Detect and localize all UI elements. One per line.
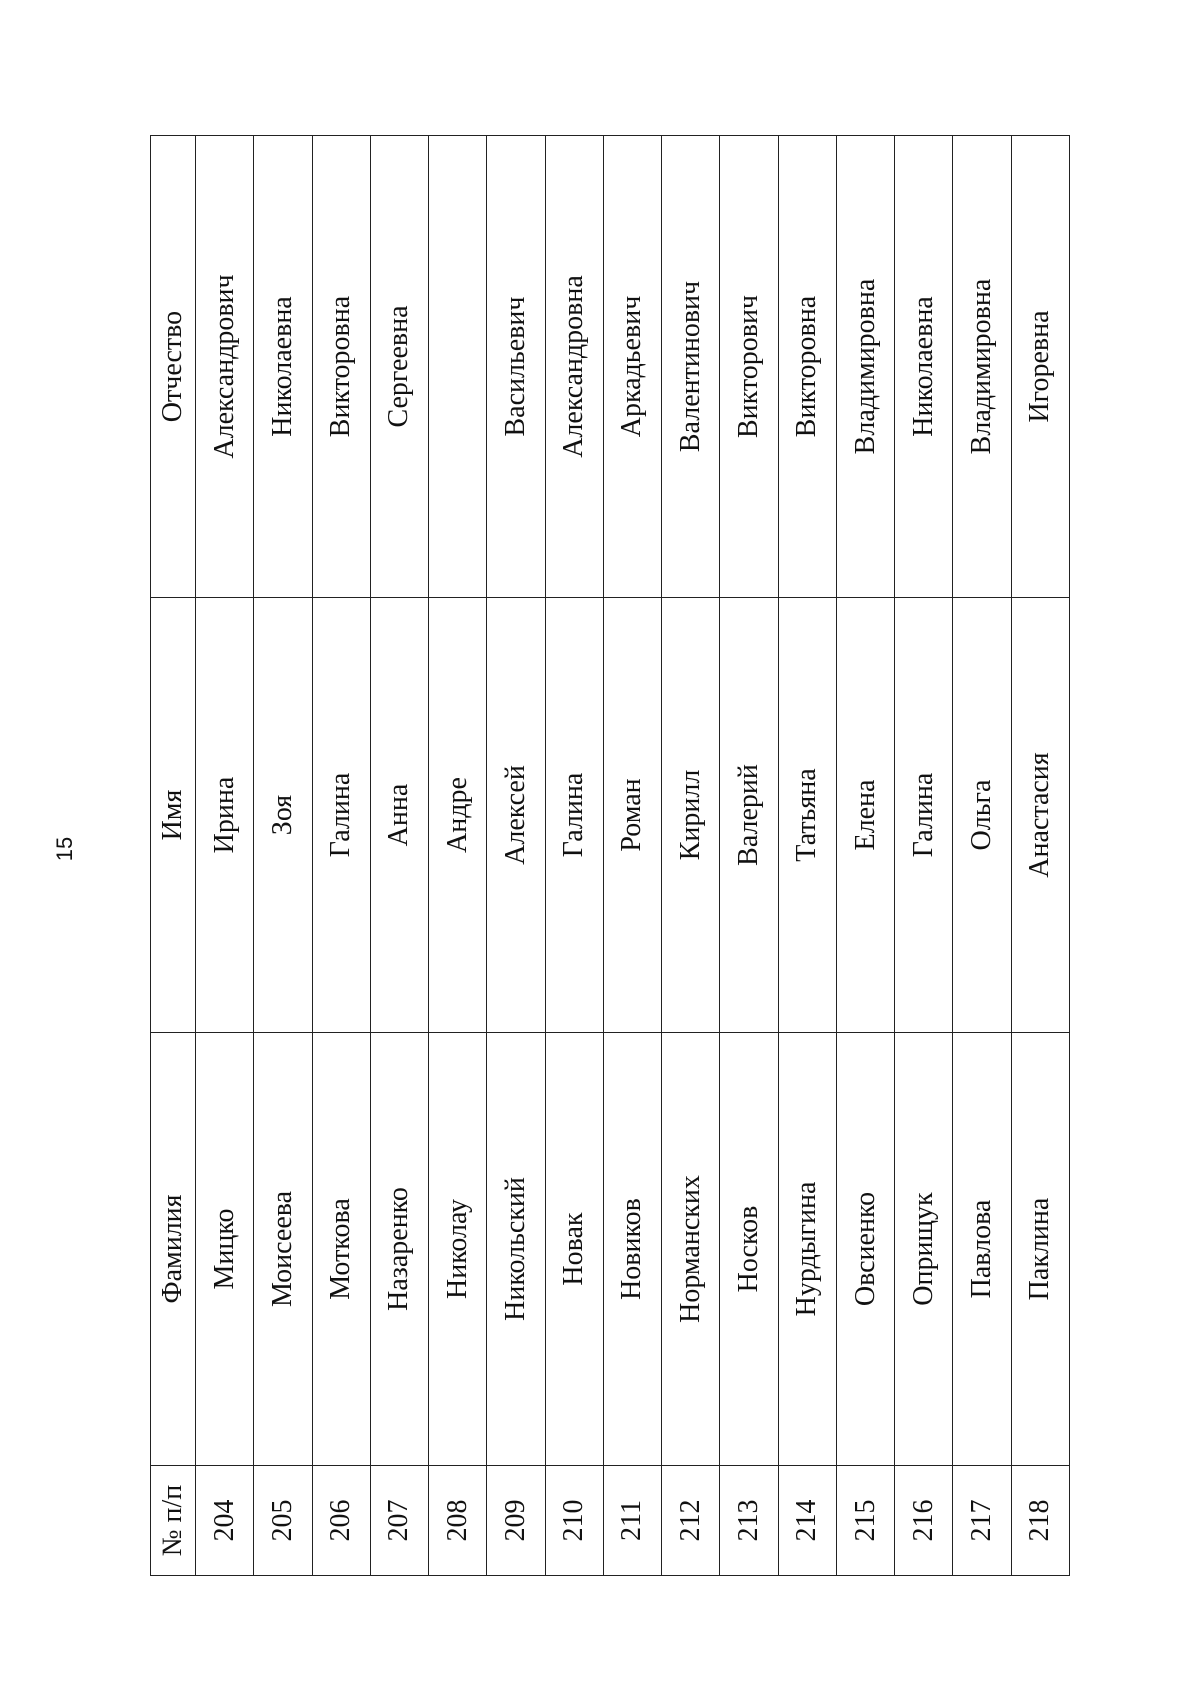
- cell-first-name: Татьяна: [778, 598, 836, 1033]
- cell-patronymic: Александровна: [545, 136, 603, 598]
- cell-first-name: Галина: [312, 598, 370, 1033]
- cell-last-name: Павлова: [953, 1033, 1011, 1466]
- cell-patronymic: Викторовна: [778, 136, 836, 598]
- cell-number: 216: [895, 1466, 953, 1576]
- cell-patronymic: Игоревна: [1011, 136, 1069, 598]
- cell-first-name: Галина: [895, 598, 953, 1033]
- cell-patronymic: Владимировна: [953, 136, 1011, 598]
- cell-first-name: Зоя: [254, 598, 312, 1033]
- table-row: [895, 136, 953, 1576]
- table-row: [662, 136, 720, 1576]
- cell-number: 213: [720, 1466, 778, 1576]
- table-row: [953, 136, 1011, 1576]
- rotated-table-frame: [150, 136, 1070, 1576]
- table-row: [370, 136, 428, 1576]
- cell-last-name: Моисеева: [254, 1033, 312, 1466]
- header-first-name: Имя: [151, 598, 196, 1033]
- table-row: [254, 136, 312, 1576]
- cell-patronymic: Васильевич: [487, 136, 545, 598]
- cell-number: 212: [662, 1466, 720, 1576]
- cell-first-name: Галина: [545, 598, 603, 1033]
- cell-last-name: Мицко: [196, 1033, 254, 1466]
- cell-first-name: Кирилл: [662, 598, 720, 1033]
- cell-first-name: Елена: [836, 598, 894, 1033]
- page-number: 15: [52, 836, 77, 862]
- header-number: № п/п: [151, 1466, 196, 1576]
- table-header-row: [151, 136, 196, 1576]
- cell-patronymic: Валентинович: [662, 136, 720, 598]
- names-table: [150, 135, 1070, 1576]
- table-row: [487, 136, 545, 1576]
- header-patronymic: Отчество: [151, 136, 196, 598]
- cell-patronymic: Николаевна: [895, 136, 953, 598]
- cell-first-name: Ольга: [953, 598, 1011, 1033]
- cell-last-name: Новак: [545, 1033, 603, 1466]
- cell-number: 208: [429, 1466, 487, 1576]
- cell-first-name: Валерий: [720, 598, 778, 1033]
- cell-first-name: Анна: [370, 598, 428, 1033]
- table-row: [196, 136, 254, 1576]
- cell-last-name: Нурдыгина: [778, 1033, 836, 1466]
- cell-first-name: Анастасия: [1011, 598, 1069, 1033]
- cell-last-name: Назаренко: [370, 1033, 428, 1466]
- cell-first-name: Роман: [603, 598, 661, 1033]
- cell-number: 209: [487, 1466, 545, 1576]
- table-row: [312, 136, 370, 1576]
- cell-patronymic: Викторович: [720, 136, 778, 598]
- cell-number: 215: [836, 1466, 894, 1576]
- table-row: [720, 136, 778, 1576]
- table-row: [545, 136, 603, 1576]
- cell-number: 214: [778, 1466, 836, 1576]
- table-row: [429, 136, 487, 1576]
- cell-patronymic: Владимировна: [836, 136, 894, 598]
- table-container: [150, 136, 1070, 1576]
- cell-patronymic: Николаевна: [254, 136, 312, 598]
- cell-first-name: Андре: [429, 598, 487, 1033]
- cell-number: 204: [196, 1466, 254, 1576]
- cell-patronymic: Александрович: [196, 136, 254, 598]
- cell-last-name: Паклина: [1011, 1033, 1069, 1466]
- table-row: [1011, 136, 1069, 1576]
- cell-last-name: Никольский: [487, 1033, 545, 1466]
- cell-first-name: Алексей: [487, 598, 545, 1033]
- cell-last-name: Овсиенко: [836, 1033, 894, 1466]
- cell-patronymic: Аркадьевич: [603, 136, 661, 598]
- cell-last-name: Оприщук: [895, 1033, 953, 1466]
- cell-number: 217: [953, 1466, 1011, 1576]
- cell-last-name: Норманских: [662, 1033, 720, 1466]
- cell-patronymic: Сергеевна: [370, 136, 428, 598]
- table-row: [778, 136, 836, 1576]
- table-row: [603, 136, 661, 1576]
- cell-first-name: Ирина: [196, 598, 254, 1033]
- cell-last-name: Новиков: [603, 1033, 661, 1466]
- cell-last-name: Николау: [429, 1033, 487, 1466]
- cell-number: 210: [545, 1466, 603, 1576]
- cell-patronymic: [429, 136, 487, 598]
- cell-number: 205: [254, 1466, 312, 1576]
- cell-last-name: Носков: [720, 1033, 778, 1466]
- table-row: [836, 136, 894, 1576]
- cell-number: 218: [1011, 1466, 1069, 1576]
- header-last-name: Фамилия: [151, 1033, 196, 1466]
- cell-patronymic: Викторовна: [312, 136, 370, 598]
- cell-number: 207: [370, 1466, 428, 1576]
- cell-last-name: Моткова: [312, 1033, 370, 1466]
- cell-number: 206: [312, 1466, 370, 1576]
- cell-number: 211: [603, 1466, 661, 1576]
